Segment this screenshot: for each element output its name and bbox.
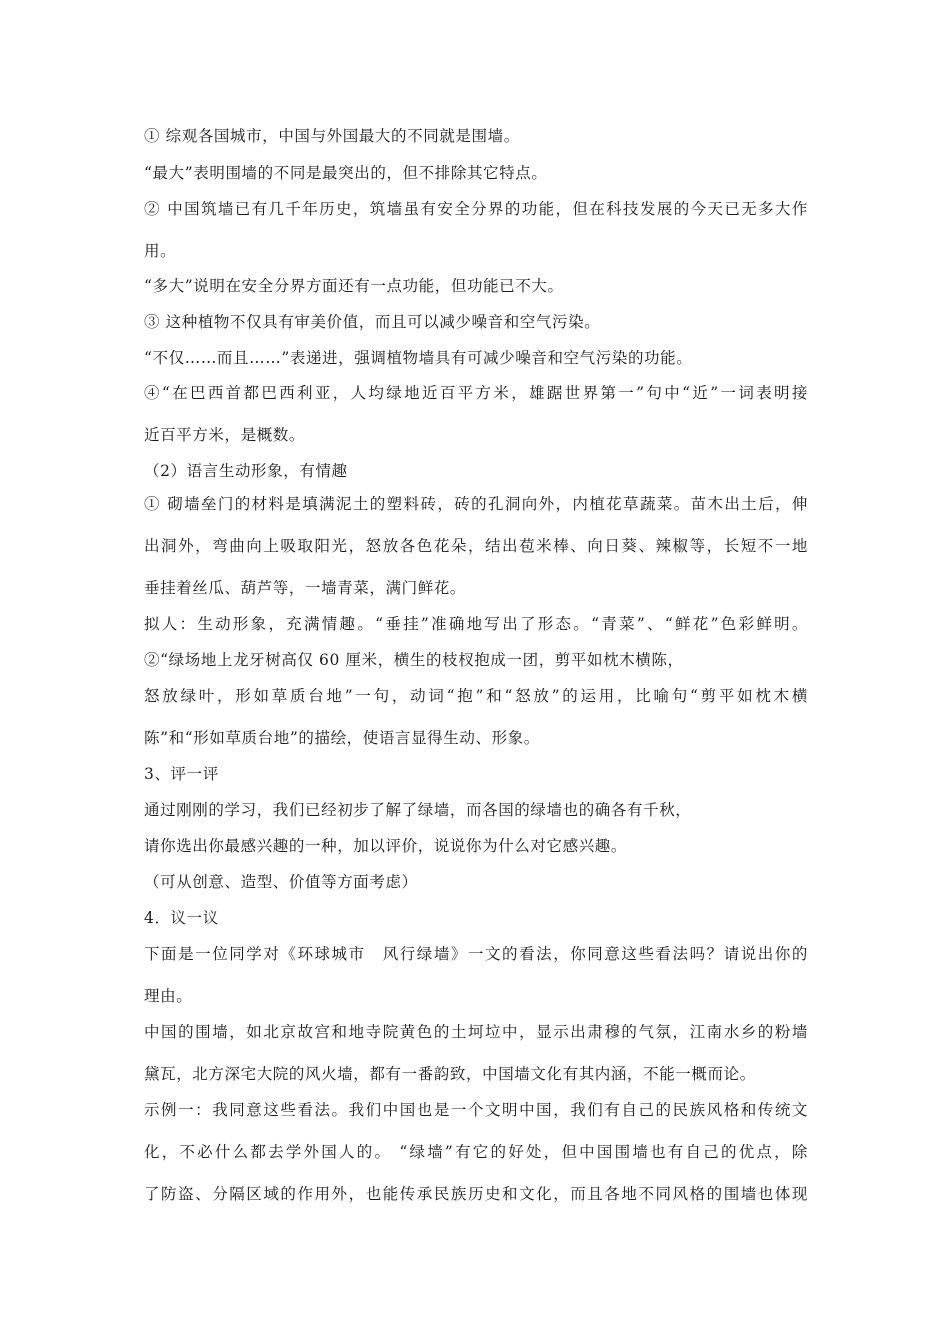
text-line-16: 怒放绿叶，形如草质台地”一句，动词“抱”和“怒放”的运用，比喻句“剪平如枕木横 xyxy=(144,687,808,705)
text-line-9: 近百平方米，是概数。 xyxy=(144,426,306,444)
text-line-6: ③ 这种植物不仅具有审美价值，而且可以减少噪音和空气污染。 xyxy=(144,313,601,331)
text-line-18: 3、评一评 xyxy=(144,765,219,783)
text-line-8: ④“在巴西首都巴西利亚，人均绿地近百平方米，雄踞世界第一”句中“近”一词表明接 xyxy=(144,384,808,402)
text-line-24: 理由。 xyxy=(144,987,193,1005)
text-line-29: 了防盗、分隔区域的作用外，也能传承民族历史和文化，而且各地不同风格的围墙也体现 xyxy=(144,1185,808,1203)
text-line-28: 化，不必什么都去学外国人的。 “绿墙”有它的好处，但中国围墙也有自己的优点，除 xyxy=(144,1143,808,1161)
text-line-27: 示例一：我同意这些看法。我们中国也是一个文明中国，我们有自己的民族风格和传统文 xyxy=(144,1101,808,1119)
text-line-3: ② 中国筑墙已有几千年历史，筑墙虽有安全分界的功能，但在科技发展的今天已无多大作 xyxy=(144,200,808,218)
text-line-20: 请你选出你最感兴趣的一种，加以评价，说说你为什么对它感兴趣。 xyxy=(144,837,628,855)
text-line-15: ②“绿场地上龙牙树高仅 60 厘米，横生的枝杈抱成一团，剪平如枕木横陈， xyxy=(144,651,684,669)
text-line-22: 4．议一议 xyxy=(144,909,219,927)
text-line-25: 中国的围墙，如北京故宫和地寺院黄色的土坷垃中，显示出肃穆的气氛，江南水乡的粉墙 xyxy=(144,1023,808,1041)
text-line-19: 通过刚刚的学习，我们已经初步了解了绿墙，而各国的绿墙也的确各有千秋， xyxy=(144,801,692,819)
text-line-2: “最大”表明围墙的不同是最突出的，但不排除其它特点。 xyxy=(144,164,548,182)
text-line-7: “不仅……而且……”表递进，强调植物墙具有可减少噪音和空气污染的功能。 xyxy=(144,349,693,367)
text-line-17: 陈”和“形如草质台地”的描绘，使语言显得生动、形象。 xyxy=(144,729,540,747)
text-line-1: ① 综观各国城市，中国与外国最大的不同就是围墙。 xyxy=(144,127,520,145)
text-line-14: 拟人：生动形象，充满情趣。“垂挂”准确地写出了形态。“青菜”、“鲜花”色彩鲜明。 xyxy=(144,615,808,633)
text-line-11: ① 砌墙垒门的材料是填满泥土的塑料砖，砖的孔洞向外，内植花草蔬菜。苗木出土后，伸 xyxy=(144,495,808,513)
text-line-5: “多大”说明在安全分界方面还有一点功能，但功能已不大。 xyxy=(144,277,564,295)
text-line-12: 出洞外，弯曲向上吸取阳光，怒放各色花朵，结出苞米棒、向日葵、辣椒等，长短不一地 xyxy=(144,537,808,555)
text-line-13: 垂挂着丝瓜、葫芦等，一墙青菜，满门鲜花。 xyxy=(144,579,467,597)
text-line-21: （可从创意、造型、价值等方面考虑） xyxy=(144,873,418,891)
text-line-23: 下面是一位同学对《环球城市 风行绿墙》一文的看法，你同意这些看法吗？请说出你的 xyxy=(144,945,808,963)
text-line-10: （2）语言生动形象，有情趣 xyxy=(144,462,348,480)
text-line-26: 黛瓦，北方深宅大院的风火墙，都有一番韵致，中国墙文化有其内涵，不能一概而论。 xyxy=(144,1065,756,1083)
text-line-4: 用。 xyxy=(144,242,177,260)
